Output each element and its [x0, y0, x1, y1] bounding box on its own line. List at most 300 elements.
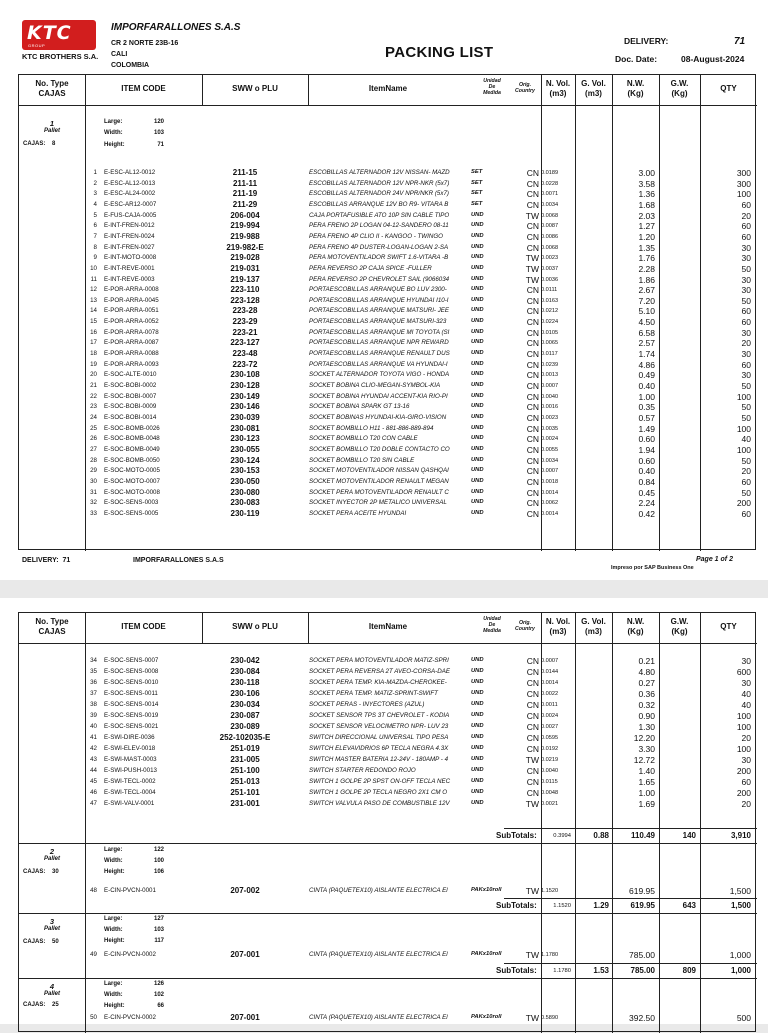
cell-name: ESCOBILLAS ARRANQUE 12V BO R9- VITARA B	[309, 200, 449, 208]
cell-sww: 219-994	[230, 221, 260, 231]
cell-vol: 0.0062	[541, 500, 559, 507]
cell-unit: UND	[471, 254, 484, 261]
cell-qty: 60	[741, 317, 751, 328]
col-header-gvol: G. Vol. (m3)	[581, 79, 606, 98]
table-row: 50 E-CIN-PVCN-0002 207-001 CINTA (PAQUETEX10) AISLANTE ELECTRICA El PAKx10roll TW 0.5890 392.50 500	[90, 1013, 751, 1023]
cell-no: 47	[90, 800, 97, 807]
col-header-nvol: N. Vol. (m3)	[545, 79, 571, 98]
subtotal-qty: 1,500	[730, 901, 751, 910]
cell-vol: 0.0022	[541, 691, 559, 697]
col-header-no-type: No. Type CAJAS	[35, 617, 69, 636]
table-row	[19, 434, 757, 445]
cell-cty: CN	[526, 689, 539, 699]
cell-sww: 230-123	[230, 434, 260, 444]
cell-nw: 2.24	[638, 498, 655, 509]
cell-sww: 230-118	[230, 678, 260, 687]
delivery-label: DELIVERY:	[624, 36, 669, 46]
box-large: Large: 126	[104, 981, 164, 987]
cell-vol: 0.0024	[541, 436, 559, 443]
cell-sww: 230-153	[230, 466, 260, 476]
table-row	[19, 424, 757, 435]
subtotal-gw: 140	[682, 831, 696, 840]
cell-cty: CN	[526, 189, 539, 200]
cell-nw: 0.60	[638, 455, 655, 466]
col-header-orig: Orig. Country	[515, 620, 535, 632]
cell-unit: UND	[471, 392, 484, 399]
cell-code: E-INT-REVE-0001	[104, 264, 155, 272]
cell-no: 23	[90, 403, 97, 411]
cell-qty: 40	[741, 689, 751, 699]
cell-qty: 60	[741, 476, 751, 487]
cell-nw: 7.20	[638, 295, 655, 306]
cell-nw: 0.49	[638, 370, 655, 381]
cell-nw: 1.35	[638, 242, 655, 253]
cell-no: 21	[90, 382, 97, 389]
cell-cty: CN	[526, 700, 539, 710]
cell-vol: 0.0035	[541, 425, 559, 432]
cell-cty: CN	[526, 327, 539, 338]
box-cajas: CAJAS: 25	[23, 1002, 59, 1008]
cell-no: 31	[90, 488, 97, 496]
cell-qty: 100	[736, 444, 751, 455]
doc-date-label: Doc. Date:	[615, 54, 658, 64]
cell-vol: 0.0189	[541, 170, 559, 176]
cell-unit: UND	[471, 800, 484, 806]
cell-nw: 3.30	[638, 744, 655, 754]
cell-code: E-SOC-SENS-0021	[104, 723, 159, 730]
cell-vol: 0.0014	[541, 489, 559, 496]
cell-name: SOCKET BOBINAS HYUNDAI-KIA-GIRO-VISION	[309, 413, 447, 421]
subtotal-label: SubTotals:	[496, 966, 537, 975]
cell-no: 29	[90, 467, 97, 475]
col-header-qty: QTY	[720, 84, 737, 93]
cell-no: 24	[90, 413, 97, 421]
col-header-no-type: No. Type CAJAS	[35, 79, 69, 98]
table-row	[19, 477, 757, 488]
cell-no: 41	[90, 734, 97, 741]
cell-no: 42	[90, 745, 97, 752]
cell-no: 46	[90, 789, 97, 796]
cell-qty: 30	[741, 656, 751, 666]
cell-code: E-SOC-BOMB-0048	[104, 435, 160, 443]
cell-no: 26	[90, 435, 97, 443]
cell-name: PORTAESCOBILLAS ARRANQUE RENAULT DUS	[309, 350, 450, 358]
cell-no: 28	[90, 456, 97, 464]
subtotal-nw: 110.49	[630, 831, 655, 840]
cell-qty: 60	[741, 221, 751, 232]
cell-cty: CN	[526, 317, 539, 328]
cell-unit: UND	[471, 318, 484, 325]
cell-vol: 0.0040	[541, 768, 559, 774]
cell-qty: 60	[741, 777, 751, 787]
cell-nw: 1.74	[638, 349, 655, 360]
cell-sww: 230-039	[230, 412, 260, 422]
table-row	[19, 285, 757, 296]
cell-cty: CN	[526, 370, 539, 381]
cell-sww: 223-128	[230, 295, 260, 305]
cell-nw: 0.42	[638, 508, 655, 519]
col-header-gw: G.W. (Kg)	[670, 617, 689, 636]
cell-qty: 30	[741, 327, 751, 338]
cell-unit: UND	[471, 413, 484, 420]
cell-sww: 231-001	[230, 799, 260, 808]
col-header-item-code: ITEM CODE	[121, 622, 166, 631]
cell-vol: 0.0115	[541, 779, 558, 785]
cell-nw: 0.32	[638, 700, 655, 710]
cell-cty: CN	[526, 455, 539, 466]
cell-cty: TW	[525, 263, 539, 274]
cell-code: E-SOC-SENS-0011	[104, 690, 158, 697]
cell-sww: 230-080	[230, 487, 260, 497]
table-row	[19, 370, 757, 381]
table-row	[19, 392, 757, 403]
cell-vol: 0.0048	[541, 790, 559, 796]
cell-nw: 1.00	[638, 391, 655, 402]
cell-name: SWITCH ELEVAVIDRIOS 6P TECLA NEGRA 4.3X	[309, 745, 449, 752]
cell-vol: 0.0071	[541, 191, 559, 198]
cell-unit: UND	[471, 211, 484, 218]
cell-no: 11	[90, 275, 97, 283]
cell-cty: CN	[526, 766, 539, 776]
cell-vol: 0.0023	[541, 255, 559, 262]
table-row	[19, 253, 757, 264]
cell-vol: 0.0065	[541, 340, 559, 347]
cell-name: SOCKET BOMBILLO T20 DOBLE CONTACTO CO	[309, 445, 450, 453]
col-header-unidad: Unidad De Medida	[483, 616, 501, 634]
cell-name: SOCKET SENSOR TPS 3T CHEVROLET - KODIA	[309, 712, 450, 719]
cell-vol: 0.0117	[541, 351, 558, 358]
cell-code: E-SOC-BOMB-0049	[104, 445, 160, 453]
table-row	[19, 755, 757, 766]
cell-nw: 1.40	[638, 766, 655, 776]
address-line-3: COLOMBIA	[111, 62, 150, 69]
cell-code: E-SWI-MAST-0003	[104, 756, 157, 763]
table-row	[19, 189, 757, 200]
table-row	[19, 317, 757, 328]
table-row	[19, 777, 757, 788]
cell-no: 17	[90, 339, 97, 347]
cell-code: E-POR-ARRA-0078	[104, 328, 159, 336]
cell-no: 40	[90, 723, 97, 730]
table-row	[19, 349, 757, 360]
cell-code: E-SWI-PUSH-0013	[104, 767, 157, 774]
customer-company: IMPORFARALLONES S.A.S	[111, 22, 241, 33]
cell-qty: 20	[741, 338, 751, 349]
cell-vol: 0.0192	[541, 746, 559, 752]
cell-nw: 4.50	[638, 317, 655, 328]
cell-qty: 20	[741, 733, 751, 743]
cell-nw: 12.72	[633, 755, 655, 765]
cell-code: E-SOC-SENS-0005	[104, 509, 159, 517]
cell-no: 10	[90, 264, 97, 272]
cell-vol: 0.0212	[541, 308, 559, 315]
cell-qty: 20	[741, 210, 751, 221]
cell-cty: CN	[526, 466, 539, 477]
cell-sww: 230-050	[230, 476, 260, 486]
cell-unit: UND	[471, 371, 484, 378]
cell-nw: 0.27	[638, 678, 655, 688]
cell-no: 5	[93, 211, 97, 219]
cell-name: SOCKET BOBINA SPARK GT 13-16	[309, 403, 410, 411]
table-row	[19, 179, 757, 190]
cell-nw: 1.36	[638, 189, 655, 200]
cell-unit: UND	[471, 789, 484, 795]
cell-unit: UND	[471, 756, 484, 762]
cell-cty: CN	[526, 285, 539, 296]
cell-qty: 50	[741, 412, 751, 423]
cell-name: SWITCH VALVULA PASO DE COMBUSTIBLE 12V	[309, 800, 450, 807]
cell-unit: UND	[471, 286, 484, 293]
packing-table	[18, 74, 756, 550]
table-row	[19, 788, 757, 799]
cell-name: PERA MOTOVENTILADOR SWIFT 1.6-VITARA -B	[309, 254, 449, 262]
cell-sww: 223-48	[232, 349, 258, 359]
cell-cty: CN	[526, 381, 539, 391]
cell-code: E-INT-MOTO-0008	[104, 254, 157, 262]
cell-code: E-SOC-SENS-0008	[104, 668, 159, 675]
cell-sww: 252-102035-E	[219, 733, 271, 742]
col-header-nvol: N. Vol. (m3)	[545, 617, 571, 636]
table-row	[19, 733, 757, 744]
cell-code: E-ESC-AL24-0002	[104, 190, 156, 198]
table-row	[19, 200, 757, 211]
cell-qty: 50	[741, 487, 751, 498]
cell-vol: 0.0036	[541, 276, 559, 283]
cell-cty: CN	[526, 295, 539, 306]
cell-sww: 230-081	[230, 423, 260, 433]
cell-qty: 40	[741, 700, 751, 710]
subtotal-nw: 619.95	[630, 901, 655, 910]
cell-cty: CN	[526, 221, 539, 232]
cell-unit: UND	[471, 232, 484, 239]
cell-code: E-POR-ARRA-0088	[104, 350, 159, 358]
cell-code: E-ESC-AR12-0007	[104, 200, 157, 208]
cell-name: PORTAESCOBILLAS ARRANQUE MI TOYOTA (SI	[309, 328, 450, 336]
table-row	[19, 296, 757, 307]
cell-no: 39	[90, 712, 97, 719]
cell-cty: CN	[526, 722, 539, 732]
cell-no: 35	[90, 668, 97, 675]
cell-unit: UND	[471, 339, 484, 346]
cell-unit: UND	[471, 668, 484, 674]
cell-cty: CN	[526, 508, 539, 519]
packing-table-continued	[18, 612, 756, 1032]
cell-cty: CN	[526, 178, 539, 189]
cell-qty: 600	[736, 667, 751, 677]
cell-code: E-SOC-BOBI-0007	[104, 392, 157, 400]
cell-name: PERA REVERSO 2P CHEVROLET SAIL (9066034	[309, 275, 450, 283]
subtotal-gvol: 1.53	[593, 966, 609, 975]
cell-unit: UND	[471, 307, 484, 314]
cell-unit: UND	[471, 499, 484, 506]
cell-code: E-INT-FREN-0027	[104, 243, 155, 251]
cell-cty: CN	[526, 678, 539, 688]
cell-nw: 1.76	[638, 253, 655, 264]
cell-nw: 1.20	[638, 231, 655, 242]
cell-nw: 1.94	[638, 444, 655, 455]
cell-qty: 30	[741, 253, 751, 264]
subtotal-gvol: 0.88	[593, 831, 609, 840]
cell-nw: 1.00	[638, 788, 655, 798]
cell-code: E-POR-ARRA-0051	[104, 307, 159, 315]
cell-qty: 60	[741, 508, 751, 519]
cell-cty: TW	[525, 799, 539, 809]
cell-unit: UND	[471, 243, 484, 250]
cell-cty: CN	[526, 391, 539, 402]
footer-delivery: DELIVERY: 71	[22, 557, 71, 564]
cell-sww: 251-100	[230, 766, 260, 775]
cell-unit: UND	[471, 712, 484, 718]
cell-vol: 0.0021	[541, 801, 559, 807]
cell-nw: 0.57	[638, 412, 655, 423]
cell-no: 43	[90, 756, 97, 763]
cell-unit: UND	[471, 264, 484, 271]
col-header-unidad: Unidad De Medida	[483, 78, 501, 96]
cell-nw: 1.65	[638, 777, 655, 787]
cell-no: 3	[93, 190, 97, 198]
table-row	[19, 678, 757, 689]
cell-code: E-SOC-MOTO-0005	[104, 467, 160, 475]
cell-qty: 60	[741, 306, 751, 317]
cell-no: 37	[90, 690, 97, 697]
table-row	[19, 338, 757, 349]
address-line-2: CALI	[111, 51, 128, 58]
box-cajas: CAJAS: 30	[23, 869, 59, 875]
cell-nw: 1.86	[638, 274, 655, 285]
col-header-qty: QTY	[720, 622, 737, 631]
box-height: Height: 106	[104, 869, 164, 875]
subtotal-gw: 643	[682, 901, 696, 910]
cell-name: PORTAESCOBILLAS ARRANQUE NPR REWARD	[309, 339, 449, 347]
cell-qty: 100	[736, 711, 751, 721]
document-title: PACKING LIST	[385, 44, 494, 61]
cell-sww: 211-11	[232, 178, 258, 188]
cell-no: 2	[93, 179, 97, 187]
subtotal-gvol: 1.29	[593, 901, 609, 910]
table-row	[19, 264, 757, 275]
table-row	[19, 509, 757, 520]
cell-unit: SET	[471, 179, 483, 186]
cell-nw: 4.80	[638, 667, 655, 677]
cell-qty: 200	[736, 788, 751, 798]
cell-qty: 50	[741, 455, 751, 466]
cell-cty: CN	[526, 498, 539, 509]
cell-nw: 0.84	[638, 476, 655, 487]
cell-unit: UND	[471, 467, 484, 474]
cell-nw: 6.58	[638, 327, 655, 338]
cell-unit: UND	[471, 435, 484, 442]
cell-sww: 251-013	[230, 777, 260, 786]
cell-name: SOCKET BOBINA HYUNDAI ACCENT-KIA RIO-PI	[309, 392, 448, 400]
cell-qty: 100	[736, 744, 751, 754]
cell-name: SOCKET ALTERNADOR TOYOTA VIGO - HONDA	[309, 371, 450, 379]
cell-cty: CN	[526, 733, 539, 743]
table-row	[19, 413, 757, 424]
cell-cty: CN	[526, 412, 539, 423]
cell-cty: CN	[526, 656, 539, 666]
col-header-item-code: ITEM CODE	[121, 84, 166, 93]
cell-code: E-POR-ARRA-0087	[104, 339, 159, 347]
cell-code: E-SWI-DIRE-0036	[104, 734, 155, 741]
cell-sww: 230-106	[230, 689, 260, 698]
cell-vol: 0.0068	[541, 212, 559, 219]
cell-sww: 219-137	[230, 274, 260, 284]
delivery-number: 71	[734, 36, 746, 47]
cell-unit: UND	[471, 723, 484, 729]
table-row: 49 E-CIN-PVCN-0002 207-001 CINTA (PAQUETEX10) AISLANTE ELECTRICA El PAKx10roll TW 1.1780 785.00 1,000	[90, 950, 751, 960]
cell-code: E-SOC-SENS-0014	[104, 701, 159, 708]
table-row	[19, 328, 757, 339]
cell-nw: 0.36	[638, 689, 655, 699]
cell-no: 8	[93, 243, 97, 251]
table-row	[19, 306, 757, 317]
cell-qty: 30	[741, 370, 751, 381]
cell-sww: 223-110	[230, 285, 260, 295]
cell-code: E-SOC-ALTE-0010	[104, 371, 157, 379]
cell-code: E-SOC-SENS-0010	[104, 679, 159, 686]
cell-qty: 100	[736, 423, 751, 434]
subtotal-nvol: 1.1520	[553, 903, 571, 909]
cell-code: E-ESC-AL12-0012	[104, 169, 156, 176]
cell-code: E-INT-FREN-0024	[104, 232, 155, 240]
table-row	[19, 656, 757, 667]
cell-vol: 0.0014	[541, 510, 559, 517]
cell-sww: 223-21	[232, 327, 258, 337]
cell-unit: UND	[471, 679, 484, 685]
cell-sww: 230-089	[230, 722, 260, 731]
ktc-logo	[22, 20, 99, 61]
col-header-gvol: G. Vol. (m3)	[581, 617, 606, 636]
cell-cty: CN	[526, 788, 539, 798]
subtotal-nvol: 0.3994	[553, 833, 571, 839]
cell-code: E-SWI-ELEV-0018	[104, 745, 156, 752]
cell-cty: CN	[526, 711, 539, 721]
cell-qty: 20	[741, 799, 751, 809]
cell-unit: UND	[471, 657, 484, 663]
cell-code: E-SOC-MOTO-0007	[104, 477, 160, 485]
cell-unit: UND	[471, 477, 484, 484]
col-header-nw: N.W. (Kg)	[626, 617, 645, 636]
cell-code: E-SOC-BOBI-0009	[104, 403, 157, 411]
cell-unit: UND	[471, 734, 484, 740]
cell-name: PORTAESCOBILLAS ARRANQUE MATSURI- JEE	[309, 307, 450, 315]
cell-name: PERA FRENO 4P CLIO II - KANGOO - TWINGO	[309, 232, 443, 240]
cell-no: 14	[90, 307, 97, 315]
cell-sww: 230-124	[230, 455, 260, 465]
col-header-itemname: ItemName	[368, 622, 408, 631]
cell-cty: CN	[526, 306, 539, 317]
footer-company: IMPORFARALLONES S.A.S	[133, 557, 224, 564]
cell-code: E-SOC-SENS-0019	[104, 712, 159, 719]
cell-nw: 0.21	[638, 656, 655, 666]
cell-name: SOCKET MOTOVENTILADOR RENAULT MEGAN	[309, 477, 449, 485]
cell-no: 25	[90, 424, 97, 432]
cell-no: 6	[93, 222, 97, 230]
cell-name: PORTAESCOBILLAS ARRANQUE VA HYUNDAI-I	[309, 360, 448, 368]
cell-name: ESCOBILLAS ALTERNADOR 12V NISSAN- MAZD	[309, 169, 450, 176]
cell-nw: 0.45	[638, 487, 655, 498]
cell-unit: UND	[471, 350, 484, 357]
cell-sww: 230-128	[230, 381, 260, 390]
cell-code: E-POR-ARRA-0045	[104, 296, 159, 304]
box-width: Width: 102	[104, 992, 164, 998]
cell-sww: 219-031	[230, 263, 260, 273]
cell-no: 4	[93, 200, 97, 208]
box-number: 4 Pallet	[43, 982, 60, 997]
cell-name: SOCKET PERA TEMP. KIA-MAZDA-CHEROKEE-	[309, 679, 447, 686]
cell-qty: 30	[741, 755, 751, 765]
cell-sww: 219-982-E	[226, 242, 264, 252]
